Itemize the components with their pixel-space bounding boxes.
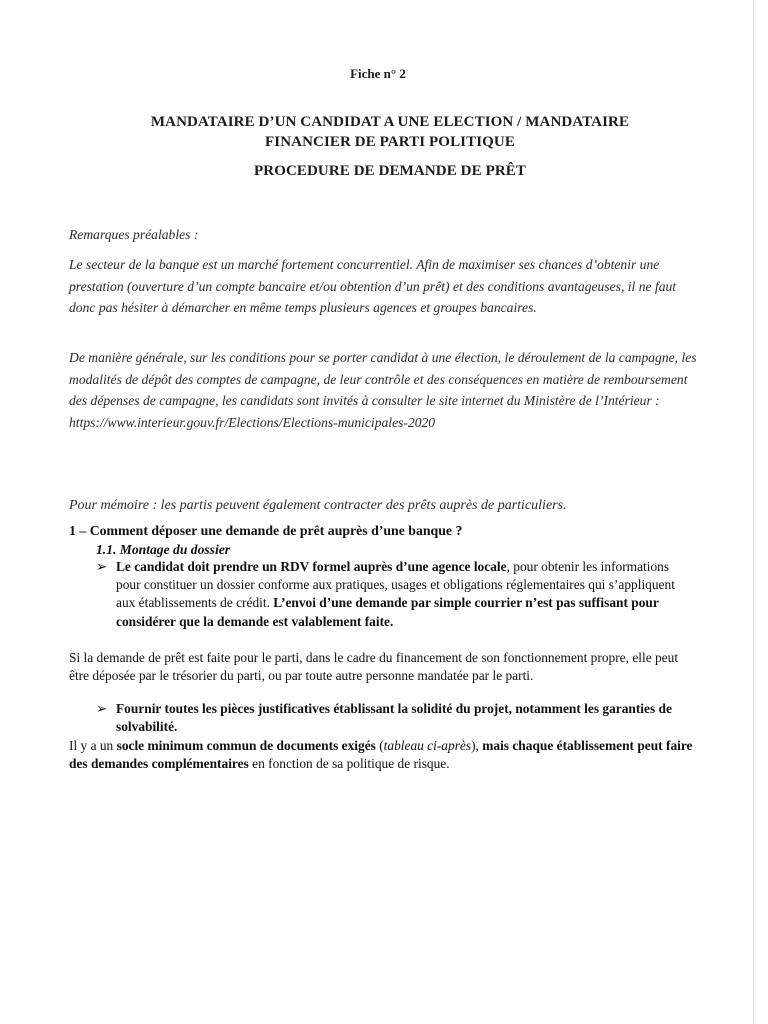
final-text-4: en fonction de sa politique de risque. — [248, 756, 450, 772]
fiche-number: Fiche n° 2 — [350, 66, 406, 81]
memo-note: Pour mémoire : les partis peuvent également contracter des prêts auprès de particuliers. — [69, 498, 567, 513]
final-text-2: ( — [375, 738, 384, 753]
final-text-1: Il y a un — [69, 738, 117, 753]
bullet-justificatifs-text: Fournir toutes les pièces justificatives établissant la solidité du projet, notamment les garanties de solvabilité. — [116, 701, 672, 735]
bullet-rdv-plain: , pour obtenir les informations pour constituer un dossier conforme aux pratiques, usages et obligations réglementaires qui s’appliquent aux établissements de crédit. — [116, 559, 675, 611]
bullet-rdv-bold-2: L’envoi d’une demande par simple courrier n’est pas suffisant pour considérer que la demande est valablement faite. — [116, 595, 659, 629]
procedure-subtitle: PROCEDURE DE DEMANDE DE PRÊT — [254, 163, 526, 179]
arrow-bullet-icon: ➢ — [96, 559, 108, 574]
section-1-1-heading: 1.1. Montage du dossier — [96, 542, 231, 557]
bullet-rdv-text — [116, 558, 696, 631]
bullet-rdv-bold: Le candidat doit prendre un RDV formel auprès d’une agence locale — [116, 559, 507, 574]
paragraph-parti: Si la demande de prêt est faite pour le parti, dans le cadre du financement de son fonctionnement propre, elle peut être déposée par le trésorier du parti, ou par toute autre personne mandatée par le parti. — [69, 650, 679, 684]
remarks-paragraph-2: De manière générale, sur les conditions pour se porter candidat à une élection, le déroulement de la campagne, les modalités de dépôt des comptes de campagne, de leur contrôle et des conséquences en matière de remboursement des dépenses de campagne, les candidats sont invités à consulter le site internet du Ministère de l’Intérieur : https://www.interieur.gouv.fr/Elections/Elections-municipales-2020 — [69, 350, 697, 431]
remarks-heading: Remarques préalables : — [69, 227, 199, 242]
title-line-2: FINANCIER DE PARTI POLITIQUE — [265, 134, 515, 150]
final-italic: tableau ci-après — [383, 738, 472, 753]
final-bold-2: mais chaque établissement peut faire des demandes complémentaires — [69, 738, 693, 772]
final-text-3: ), — [471, 738, 483, 753]
section-1-heading: 1 – Comment déposer une demande de prêt auprès d’une banque ? — [69, 523, 463, 538]
remarks-paragraph-1: Le secteur de la banque est un marché fortement concurrentiel. Afin de maximiser ses chances d’obtenir une prestation (ouverture d’un compte bancaire et/ou obtention d’un prêt) et des conditions avantageuses, il ne faut donc pas hésiter à démarcher en même temps plusieurs agences et groupes bancaires. — [69, 257, 677, 316]
final-bold-1: socle minimum commun de documents exigés — [116, 738, 376, 753]
arrow-bullet-icon: ➢ — [96, 701, 108, 716]
paragraph-documents — [69, 737, 699, 773]
page-edge-line — [753, 0, 754, 1024]
title-line-1: MANDATAIRE D’UN CANDIDAT A UNE ELECTION / MANDATAIRE — [150, 114, 630, 130]
